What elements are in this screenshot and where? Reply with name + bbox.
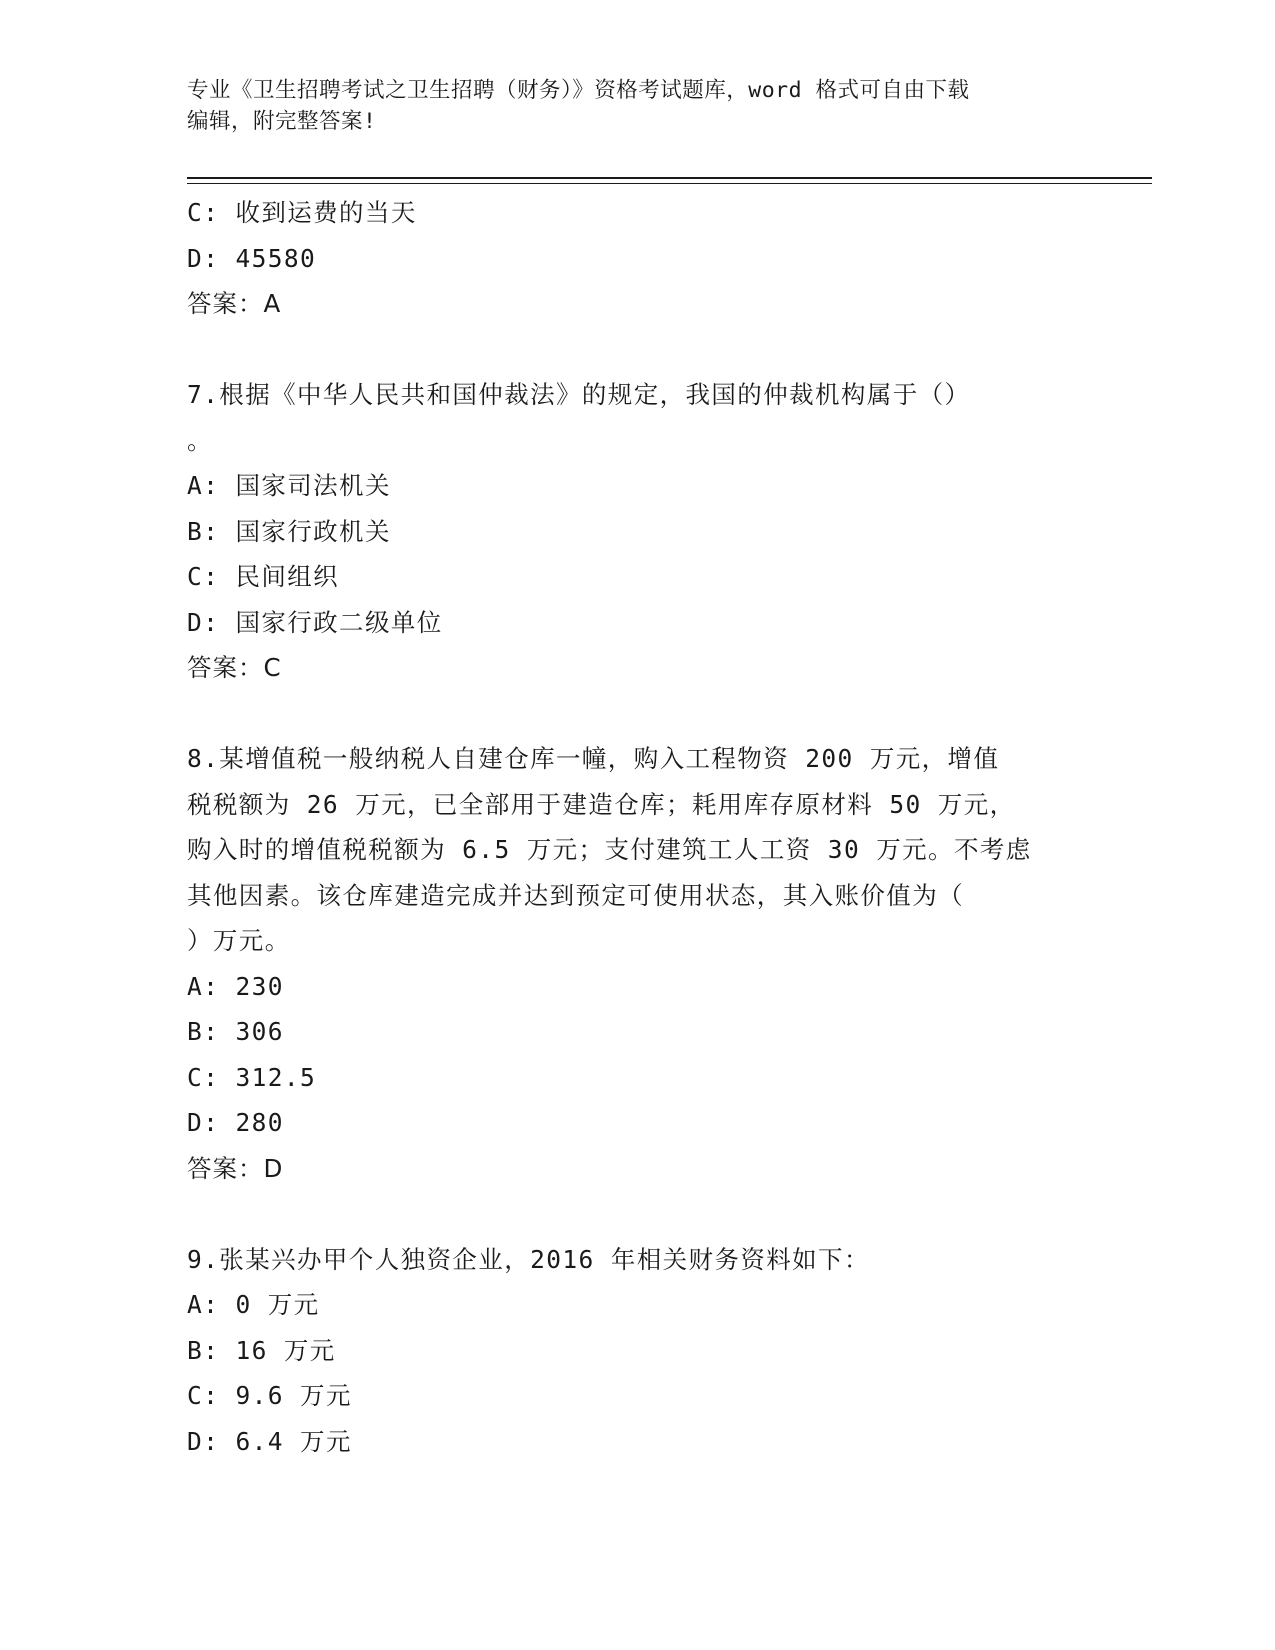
- question-text-line: ）万元。: [187, 926, 291, 955]
- option-c: C: 312.5: [187, 1062, 317, 1092]
- option-d: D: 45580: [187, 243, 317, 273]
- option-c: C: 9.6 万元: [187, 1381, 352, 1410]
- document-body: [187, 190, 1067, 1464]
- question-text-line: 。: [187, 425, 213, 455]
- option-a: A: 国家司法机关: [187, 471, 391, 500]
- question-text-line: 7.根据《中华人民共和国仲裁法》的规定，我国的仲裁机构属于（）: [187, 380, 971, 409]
- option-d: D: 6.4 万元: [187, 1426, 352, 1456]
- question-8: [187, 736, 1067, 1191]
- header-divider-thick: [187, 177, 1152, 179]
- spacer: [187, 327, 1067, 373]
- spacer: [187, 1191, 1067, 1237]
- option-a: A: 0 万元: [187, 1290, 320, 1319]
- option-b: B: 306: [187, 1017, 284, 1046]
- answer: 答案：C: [187, 653, 282, 682]
- header-line-2: 编辑，附完整答案!: [187, 109, 377, 134]
- question-text-line: 9.张某兴办甲个人独资企业，2016 年相关财务资料如下：: [187, 1244, 870, 1274]
- header-line-1: 专业《卫生招聘考试之卫生招聘（财务）》资格考试题库，word 格式可自由下载: [187, 78, 970, 103]
- option-b: B: 国家行政机关: [187, 516, 391, 546]
- spacer: [187, 691, 1067, 737]
- option-d: D: 国家行政二级单位: [187, 607, 443, 637]
- question-text-line: 其他因素。该仓库建造完成并达到预定可使用状态，其入账价值为（: [187, 880, 964, 910]
- previous-question: [187, 190, 1067, 327]
- question-text-line: 8.某增值税一般纳税人自建仓库一幢，购入工程物资 200 万元，增值: [187, 744, 1000, 773]
- question-9: [187, 1237, 1067, 1465]
- option-c: C: 收到运费的当天: [187, 198, 417, 227]
- document-header: [187, 75, 1067, 137]
- option-a: A: 230: [187, 971, 284, 1001]
- option-c: C: 民间组织: [187, 562, 340, 591]
- answer: 答案：D: [187, 1153, 284, 1183]
- question-text-line: 购入时的增值税税额为 6.5 万元；支付建筑工人工资 30 万元。不考虑: [187, 835, 1032, 864]
- option-d: D: 280: [187, 1108, 284, 1137]
- question-text-line: 税税额为 26 万元，已全部用于建造仓库；耗用库存原材料 50 万元，: [187, 789, 1016, 819]
- option-b: B: 16 万元: [187, 1335, 336, 1365]
- question-7: [187, 372, 1067, 691]
- answer: 答案：A: [187, 289, 282, 318]
- header-divider-thin: [187, 183, 1152, 184]
